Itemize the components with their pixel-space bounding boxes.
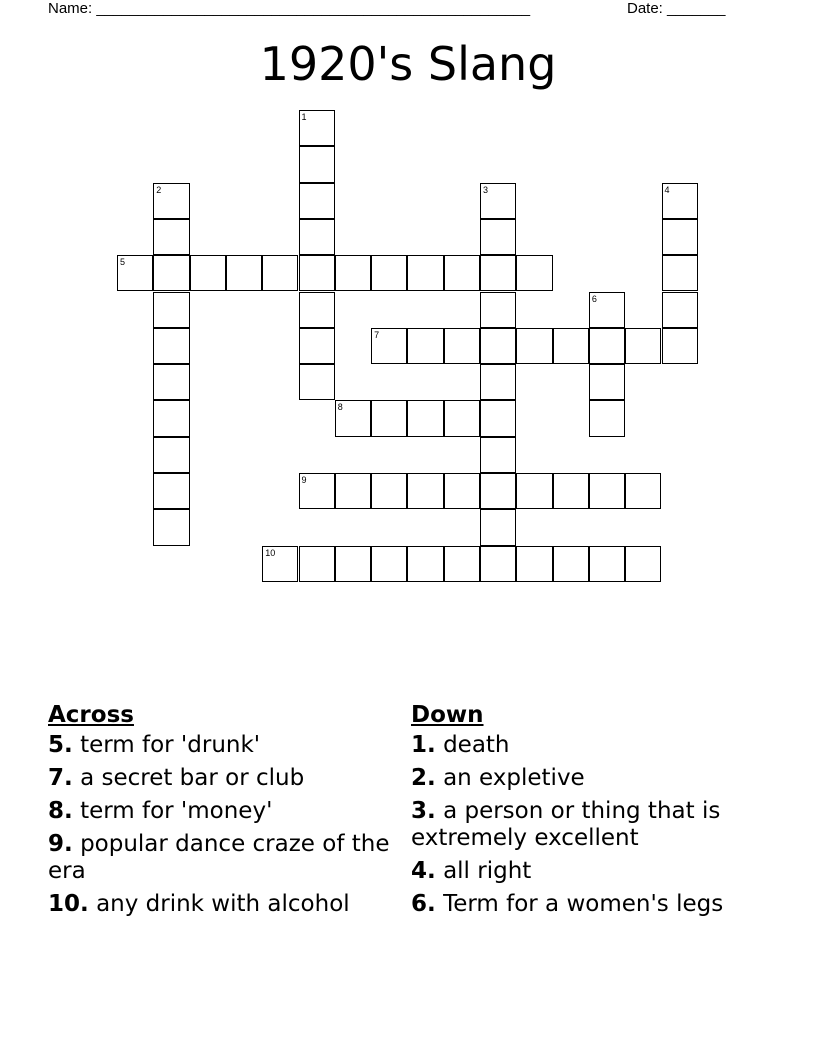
grid-cell[interactable] <box>553 328 589 364</box>
clue-down-1 <box>411 732 741 759</box>
grid-cell[interactable] <box>589 400 625 436</box>
grid-cell[interactable] <box>153 328 189 364</box>
clue-text: a person or thing that is extremely excellent <box>411 798 721 851</box>
date-field-label: Date: _______ <box>627 0 726 17</box>
grid-cell[interactable] <box>480 546 516 582</box>
grid-cell[interactable] <box>335 400 371 436</box>
cell-number: 2 <box>156 184 162 195</box>
grid-cell[interactable] <box>371 473 407 509</box>
grid-cell[interactable] <box>407 473 443 509</box>
grid-cell[interactable] <box>299 219 335 255</box>
grid-cell[interactable] <box>553 546 589 582</box>
grid-cell[interactable] <box>153 437 189 473</box>
grid-cell[interactable] <box>480 509 516 545</box>
clue-number: 6. <box>411 891 436 917</box>
grid-cell[interactable] <box>371 328 407 364</box>
grid-cell[interactable] <box>153 255 189 291</box>
grid-cell[interactable] <box>299 146 335 182</box>
grid-cell[interactable] <box>480 473 516 509</box>
clue-across-10 <box>48 891 393 918</box>
clue-text: any drink with alcohol <box>96 891 350 917</box>
grid-cell[interactable] <box>516 255 552 291</box>
clue-down-4 <box>411 858 741 885</box>
grid-cell[interactable] <box>625 328 661 364</box>
cell-number: 7 <box>374 329 380 340</box>
grid-cell[interactable] <box>371 400 407 436</box>
grid-cell[interactable] <box>299 292 335 328</box>
clue-down-3 <box>411 798 741 852</box>
grid-cell[interactable] <box>589 328 625 364</box>
grid-cell[interactable] <box>662 255 698 291</box>
grid-cell[interactable] <box>589 292 625 328</box>
clue-text: all right <box>443 858 532 884</box>
grid-cell[interactable] <box>625 546 661 582</box>
clue-across-5 <box>48 732 393 759</box>
grid-cell[interactable] <box>553 473 589 509</box>
down-heading: Down <box>411 702 484 728</box>
grid-cell[interactable] <box>299 183 335 219</box>
grid-cell[interactable] <box>407 546 443 582</box>
across-clues <box>48 702 393 924</box>
cell-number: 1 <box>301 112 307 122</box>
grid-cell[interactable] <box>407 400 443 436</box>
grid-cell[interactable] <box>299 328 335 364</box>
grid-cell[interactable] <box>335 546 371 582</box>
grid-cell[interactable] <box>226 255 262 291</box>
cell-number: 5 <box>120 257 126 268</box>
grid-cell[interactable] <box>407 328 443 364</box>
grid-cell[interactable] <box>153 219 189 255</box>
grid-cell[interactable] <box>444 473 480 509</box>
grid-cell[interactable] <box>480 219 516 255</box>
clue-across-9 <box>48 831 393 885</box>
grid-cell[interactable] <box>190 255 226 291</box>
grid-cell[interactable] <box>444 546 480 582</box>
grid-cell[interactable] <box>516 328 552 364</box>
clue-across-7 <box>48 765 393 792</box>
cell-number: 9 <box>301 475 307 485</box>
grid-cell[interactable] <box>444 328 480 364</box>
grid-cell[interactable] <box>371 546 407 582</box>
grid-cell[interactable] <box>589 364 625 400</box>
grid-cell[interactable] <box>480 364 516 400</box>
grid-cell[interactable] <box>625 473 661 509</box>
grid-cell[interactable] <box>589 473 625 509</box>
clue-text: an expletive <box>443 765 585 791</box>
clue-across-8 <box>48 798 393 825</box>
grid-cell[interactable] <box>480 400 516 436</box>
grid-cell[interactable] <box>335 255 371 291</box>
grid-cell[interactable] <box>299 364 335 400</box>
clue-text: term for 'money' <box>80 798 273 824</box>
grid-cell[interactable] <box>480 183 516 219</box>
cell-number: 10 <box>265 547 276 558</box>
clue-text: Term for a women's legs <box>443 891 724 917</box>
grid-cell[interactable] <box>662 219 698 255</box>
grid-cell[interactable] <box>335 473 371 509</box>
grid-cell[interactable] <box>480 437 516 473</box>
grid-cell[interactable] <box>480 255 516 291</box>
clue-number: 8. <box>48 798 73 824</box>
grid-cell[interactable] <box>117 255 153 291</box>
clue-text: popular dance craze of the era <box>48 831 390 884</box>
clue-number: 9. <box>48 831 73 857</box>
grid-cell[interactable] <box>153 400 189 436</box>
grid-cell[interactable] <box>407 255 443 291</box>
grid-cell[interactable] <box>153 183 189 219</box>
grid-cell[interactable] <box>662 183 698 219</box>
grid-cell[interactable] <box>480 292 516 328</box>
grid-cell[interactable] <box>299 110 335 146</box>
down-clues <box>411 702 741 924</box>
page-title: 1920's Slang <box>259 37 557 91</box>
grid-cell[interactable] <box>153 364 189 400</box>
grid-cell[interactable] <box>371 255 407 291</box>
grid-cell[interactable] <box>444 400 480 436</box>
clue-text: death <box>443 732 510 758</box>
grid-cell[interactable] <box>262 255 298 291</box>
clue-text: term for 'drunk' <box>80 732 261 758</box>
grid-cell[interactable] <box>662 292 698 328</box>
across-heading: Across <box>48 702 134 728</box>
grid-cell[interactable] <box>589 546 625 582</box>
clue-number: 7. <box>48 765 73 791</box>
clue-number: 2. <box>411 765 436 791</box>
clue-number: 10. <box>48 891 89 917</box>
name-field-label: Name: ____________________________________________________ <box>48 0 531 17</box>
grid-cell[interactable] <box>299 255 335 291</box>
grid-cell[interactable] <box>516 473 552 509</box>
grid-cell[interactable] <box>299 473 335 509</box>
clue-text: a secret bar or club <box>80 765 305 791</box>
grid-cell[interactable] <box>153 473 189 509</box>
clue-number: 1. <box>411 732 436 758</box>
cell-number: 8 <box>337 402 343 413</box>
grid-cell[interactable] <box>299 546 335 582</box>
grid-cell[interactable] <box>153 292 189 328</box>
cell-number: 3 <box>483 184 489 195</box>
clue-number: 4. <box>411 858 436 884</box>
grid-cell[interactable] <box>662 328 698 364</box>
grid-cell[interactable] <box>262 546 298 582</box>
grid-cell[interactable] <box>480 328 516 364</box>
grid-cell[interactable] <box>153 509 189 545</box>
clue-number: 5. <box>48 732 73 758</box>
cell-number: 6 <box>591 293 597 304</box>
cell-number: 4 <box>664 184 670 195</box>
grid-cell[interactable] <box>516 546 552 582</box>
grid-cell[interactable] <box>444 255 480 291</box>
clue-down-2 <box>411 765 741 792</box>
clue-number: 3. <box>411 798 436 824</box>
clue-down-6 <box>411 891 741 918</box>
